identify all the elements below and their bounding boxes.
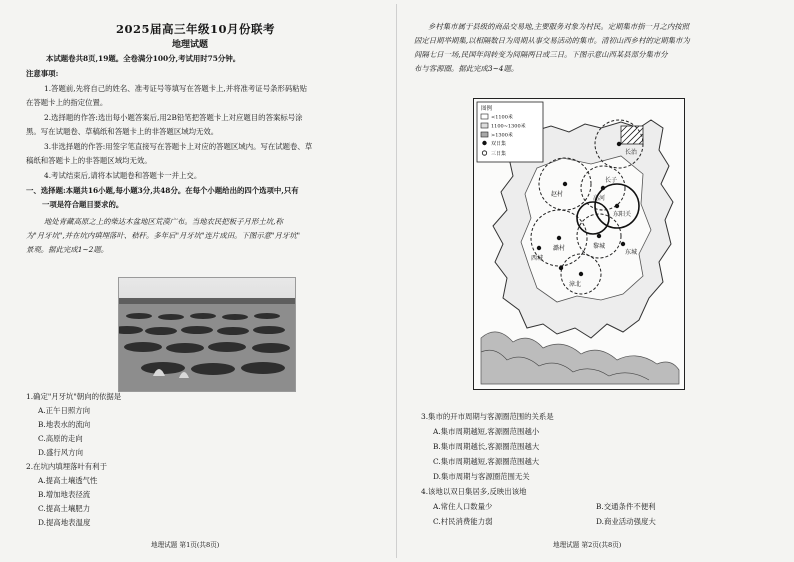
q2-option-d[interactable]: D.提高地表温度 xyxy=(38,518,91,527)
q3-option-c[interactable]: C.集市周期越短,客源圈范围越大 xyxy=(433,457,540,466)
notice-heading: 注意事项: xyxy=(26,69,59,78)
page-footer-left: 地理试题 第1页(共8页) xyxy=(151,541,220,549)
passage-line: 乡村集市属于县级的商品交易地,主要服务对象为村民。定期集市指一月之内按照 xyxy=(428,22,690,31)
map-label: 东阳关 xyxy=(613,211,632,218)
question-2: 2.在坑内填埋落叶有利于 xyxy=(26,462,107,471)
changzhi-city-block xyxy=(621,126,643,144)
map-label: 长治 xyxy=(625,149,638,156)
crescent-pit-image xyxy=(119,278,295,391)
q4-option-a[interactable]: A.常住人口数量少 xyxy=(433,502,493,511)
legend-heading: 图例 xyxy=(481,106,493,112)
notice-line: 1.答题前,先将自己的姓名、准考证号等填写在答题卡上,并将准考证号条形码粘贴 xyxy=(44,84,308,93)
notice-line: 2.选择题的作答:选出每小题答案后,用2B铅笔把答题卡上对应题目的答案标号涂 xyxy=(44,113,303,122)
page-footer-right: 地理试题 第2页(共8页) xyxy=(553,541,622,549)
notice-line: 稿纸和答题卡上的非答题区域均无效。 xyxy=(26,156,152,165)
q2-option-a[interactable]: A.提高土壤透气性 xyxy=(38,476,98,485)
exam-intro: 本试题卷共8页,19题。全卷满分100分,考试用时75分钟。 xyxy=(46,54,241,63)
passage-line: 景观。据此完成1~2题。 xyxy=(26,245,109,254)
map-label: 漳北 xyxy=(569,281,582,288)
passage-line: 布与客源圈。据此完成3~4题。 xyxy=(414,64,519,73)
q1-option-c[interactable]: C.高原的走向 xyxy=(38,434,83,443)
q2-option-c[interactable]: C.提高土壤肥力 xyxy=(38,504,91,513)
legend-high: >1300米 xyxy=(491,132,513,139)
q4-option-b[interactable]: B.交通条件不便利 xyxy=(596,502,656,511)
q1-option-b[interactable]: B.地表水的流向 xyxy=(38,420,91,429)
q1-option-d[interactable]: D.盛行风方向 xyxy=(38,448,83,457)
map-label: 西城 xyxy=(531,255,544,262)
map-legend xyxy=(477,102,543,162)
map-label: 高河 xyxy=(593,195,606,202)
passage-line: 间隔七日一场,民国年间转变为间隔两日或三日。下图示意山西某县部分集市分 xyxy=(414,50,668,59)
passage-line: 固定日期举期集,以相隔数日为周期从事交易活动的集市。清初山西乡村的定期集市为 xyxy=(414,36,690,45)
crescent-pit-photo xyxy=(118,277,296,392)
exam-title: 2025届高三年级10月份联考 xyxy=(116,22,276,36)
map-label: 长子 xyxy=(605,177,618,184)
q2-option-b[interactable]: B.增加地表径流 xyxy=(38,490,91,499)
passage-line: 地处青藏高原之上的柴达木盆地区荒漠广布。当地农民把板子月形土坑,称 xyxy=(44,217,283,226)
question-1: 1.确定"月牙坑"朝向的依据是 xyxy=(26,392,122,401)
section-heading: 一、选择题:本题共16小题,每小题3分,共48分。在每个小题给出的四个选项中,只有 xyxy=(26,186,299,195)
legend-low: <1100米 xyxy=(491,114,513,121)
notice-line: 黑。写在试题卷、草稿纸和答题卡上的非答题区域均无效。 xyxy=(26,127,219,136)
section-heading-cont: 一项是符合题目要求的。 xyxy=(42,200,124,209)
notice-line: 3.非选择题的作答:用签字笔直接写在答题卡上对应的答题区域内。写在试题卷、草 xyxy=(44,142,313,151)
notice-line: 4.考试结束后,请将本试题卷和答题卡一并上交。 xyxy=(44,171,202,180)
notice-line: 在答题卡上的指定位置。 xyxy=(26,98,108,107)
map-label: 赵村 xyxy=(551,191,564,198)
question-4: 4.该地以双日集居多,反映出该地 xyxy=(421,487,527,496)
legend-mid: 1100~1300米 xyxy=(491,123,526,130)
q3-option-a[interactable]: A.集市周期越短,客源圈范围越小 xyxy=(433,427,540,436)
map-label: 潞村 xyxy=(553,245,566,252)
legend-triple-day-market: 三日集 xyxy=(491,151,507,157)
q4-option-c[interactable]: C.村民消费能力弱 xyxy=(433,517,493,526)
question-3: 3.集市的开市周期与客源圈范围的关系是 xyxy=(421,412,554,421)
passage-line: 为"月牙坑",并在坑内填埋落叶、秸秆。多年后"月牙坑"连片成田。下图示意"月牙坑" xyxy=(26,231,301,240)
map-label: 黎城 xyxy=(593,243,606,250)
q3-option-b[interactable]: B.集市周期越长,客源圈范围越大 xyxy=(433,442,540,451)
q1-option-a[interactable]: A.正午日照方向 xyxy=(38,406,91,415)
legend-double-day-market: 双日集 xyxy=(491,141,507,147)
market-distribution-map xyxy=(473,98,685,390)
map-label: 东城 xyxy=(625,249,638,256)
exam-subtitle: 地理试题 xyxy=(172,40,209,50)
q4-option-d[interactable]: D.商业活动强度大 xyxy=(596,517,656,526)
q3-option-d[interactable]: D.集市周期与客源圈范围无关 xyxy=(433,472,530,481)
